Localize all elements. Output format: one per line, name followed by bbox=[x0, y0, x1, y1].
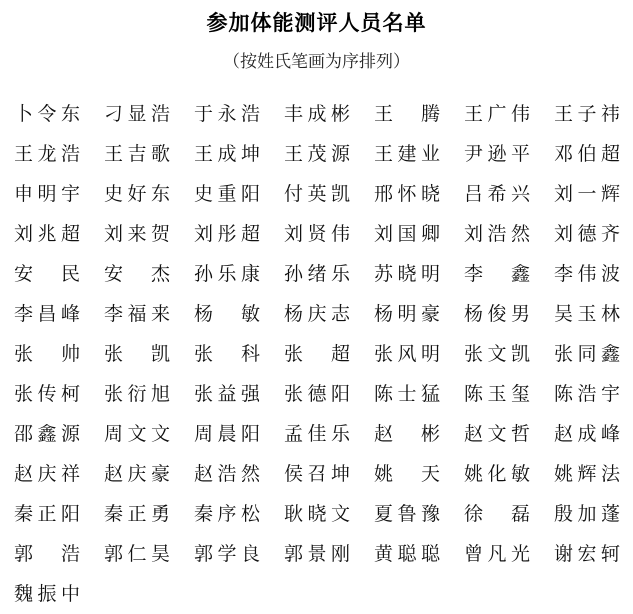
name-entry: 赵 彬 bbox=[374, 423, 440, 445]
name-entry: 王 子 祎 bbox=[554, 103, 620, 125]
name-entry: 刘 国 卿 bbox=[374, 223, 440, 245]
name-entry: 赵 浩 然 bbox=[194, 463, 260, 485]
name-entry: 张 科 bbox=[194, 343, 260, 365]
name-entry: 张 凯 bbox=[104, 343, 170, 365]
name-entry: 孟 佳 乐 bbox=[284, 423, 350, 445]
name-entry: 刘 彤 超 bbox=[194, 223, 260, 245]
name-entry: 郭 浩 bbox=[14, 543, 80, 565]
name-entry: 申 明 宇 bbox=[14, 183, 80, 205]
name-entry: 安 杰 bbox=[104, 263, 170, 285]
name-entry: 郭 学 良 bbox=[194, 543, 260, 565]
name-entry: 张 衍 旭 bbox=[104, 383, 170, 405]
name-entry: 赵 成 峰 bbox=[554, 423, 620, 445]
name-entry: 赵 文 哲 bbox=[464, 423, 530, 445]
name-entry: 王 腾 bbox=[374, 103, 440, 125]
name-entry: 姚 辉 法 bbox=[554, 463, 620, 485]
name-entry: 王 龙 浩 bbox=[14, 143, 80, 165]
name-entry: 王 茂 源 bbox=[284, 143, 350, 165]
name-entry: 耿 晓 文 bbox=[284, 503, 350, 525]
name-entry: 姚 化 敏 bbox=[464, 463, 530, 485]
page-subtitle: （按姓氏笔画为序排列） bbox=[223, 52, 410, 72]
name-entry: 陈 玉 玺 bbox=[464, 383, 530, 405]
name-entry: 丰 成 彬 bbox=[284, 103, 350, 125]
name-entry: 苏 晓 明 bbox=[374, 263, 440, 285]
name-entry: 张 超 bbox=[284, 343, 350, 365]
name-entry: 张 同 鑫 bbox=[554, 343, 620, 365]
name-entry: 张 风 明 bbox=[374, 343, 440, 365]
page-title: 参加体能测评人员名单 bbox=[206, 11, 427, 35]
name-entry: 刘 贤 伟 bbox=[284, 223, 350, 245]
name-entry: 王 吉 歌 bbox=[104, 143, 170, 165]
name-entry: 郭 仁 昊 bbox=[104, 543, 170, 565]
name-entry: 殷 加 蓬 bbox=[554, 503, 620, 525]
name-entry: 秦 正 勇 bbox=[104, 503, 170, 525]
name-entry: 付 英 凯 bbox=[284, 183, 350, 205]
name-entry: 王 广 伟 bbox=[464, 103, 530, 125]
name-entry: 刘 来 贺 bbox=[104, 223, 170, 245]
name-entry: 徐 磊 bbox=[464, 503, 530, 525]
name-entry: 赵 庆 祥 bbox=[14, 463, 80, 485]
name-entry: 张 帅 bbox=[14, 343, 80, 365]
names-grid bbox=[14, 94, 630, 614]
name-entry: 于 永 浩 bbox=[194, 103, 260, 125]
name-entry: 尹 逊 平 bbox=[464, 143, 530, 165]
name-entry: 吕 希 兴 bbox=[464, 183, 530, 205]
name-entry: 黄 聪 聪 bbox=[374, 543, 440, 565]
name-entry: 张 文 凯 bbox=[464, 343, 530, 365]
name-entry: 孙 乐 康 bbox=[194, 263, 260, 285]
name-entry: 杨 俊 男 bbox=[464, 303, 530, 325]
name-entry: 史 重 阳 bbox=[194, 183, 260, 205]
name-entry: 谢 宏 轲 bbox=[554, 543, 620, 565]
name-entry: 秦 正 阳 bbox=[14, 503, 80, 525]
name-entry: 周 晨 阳 bbox=[194, 423, 260, 445]
name-entry: 安 民 bbox=[14, 263, 80, 285]
name-entry: 秦 序 松 bbox=[194, 503, 260, 525]
name-entry: 周 文 文 bbox=[104, 423, 170, 445]
name-entry: 张 益 强 bbox=[194, 383, 260, 405]
name-entry: 邵 鑫 源 bbox=[14, 423, 80, 445]
name-entry: 李 福 来 bbox=[104, 303, 170, 325]
name-entry: 邢 怀 晓 bbox=[374, 183, 440, 205]
name-entry: 李 伟 波 bbox=[554, 263, 620, 285]
name-entry: 王 成 坤 bbox=[194, 143, 260, 165]
name-entry: 侯 召 坤 bbox=[284, 463, 350, 485]
name-entry: 刘 兆 超 bbox=[14, 223, 80, 245]
name-entry: 杨 明 豪 bbox=[374, 303, 440, 325]
name-entry: 郭 景 刚 bbox=[284, 543, 350, 565]
name-entry: 杨 敏 bbox=[194, 303, 260, 325]
name-entry: 魏 振 中 bbox=[14, 583, 80, 605]
name-entry: 李 鑫 bbox=[464, 263, 530, 285]
name-entry: 刘 德 齐 bbox=[554, 223, 620, 245]
name-entry: 夏 鲁 豫 bbox=[374, 503, 440, 525]
name-entry: 邓 伯 超 bbox=[554, 143, 620, 165]
name-entry: 陈 士 猛 bbox=[374, 383, 440, 405]
name-entry: 吴 玉 林 bbox=[554, 303, 620, 325]
name-entry: 张 传 柯 bbox=[14, 383, 80, 405]
name-entry: 陈 浩 宇 bbox=[554, 383, 620, 405]
name-entry: 李 昌 峰 bbox=[14, 303, 80, 325]
name-entry: 姚 天 bbox=[374, 463, 440, 485]
name-entry: 曾 凡 光 bbox=[464, 543, 530, 565]
name-entry: 刘 浩 然 bbox=[464, 223, 530, 245]
name-entry: 张 德 阳 bbox=[284, 383, 350, 405]
name-entry: 刁 显 浩 bbox=[104, 103, 170, 125]
name-entry: 王 建 业 bbox=[374, 143, 440, 165]
name-entry: 杨 庆 志 bbox=[284, 303, 350, 325]
name-entry: 卜 令 东 bbox=[14, 103, 80, 125]
name-entry: 赵 庆 豪 bbox=[104, 463, 170, 485]
name-entry: 孙 绪 乐 bbox=[284, 263, 350, 285]
name-entry: 刘 一 辉 bbox=[554, 183, 620, 205]
name-entry: 史 好 东 bbox=[104, 183, 170, 205]
